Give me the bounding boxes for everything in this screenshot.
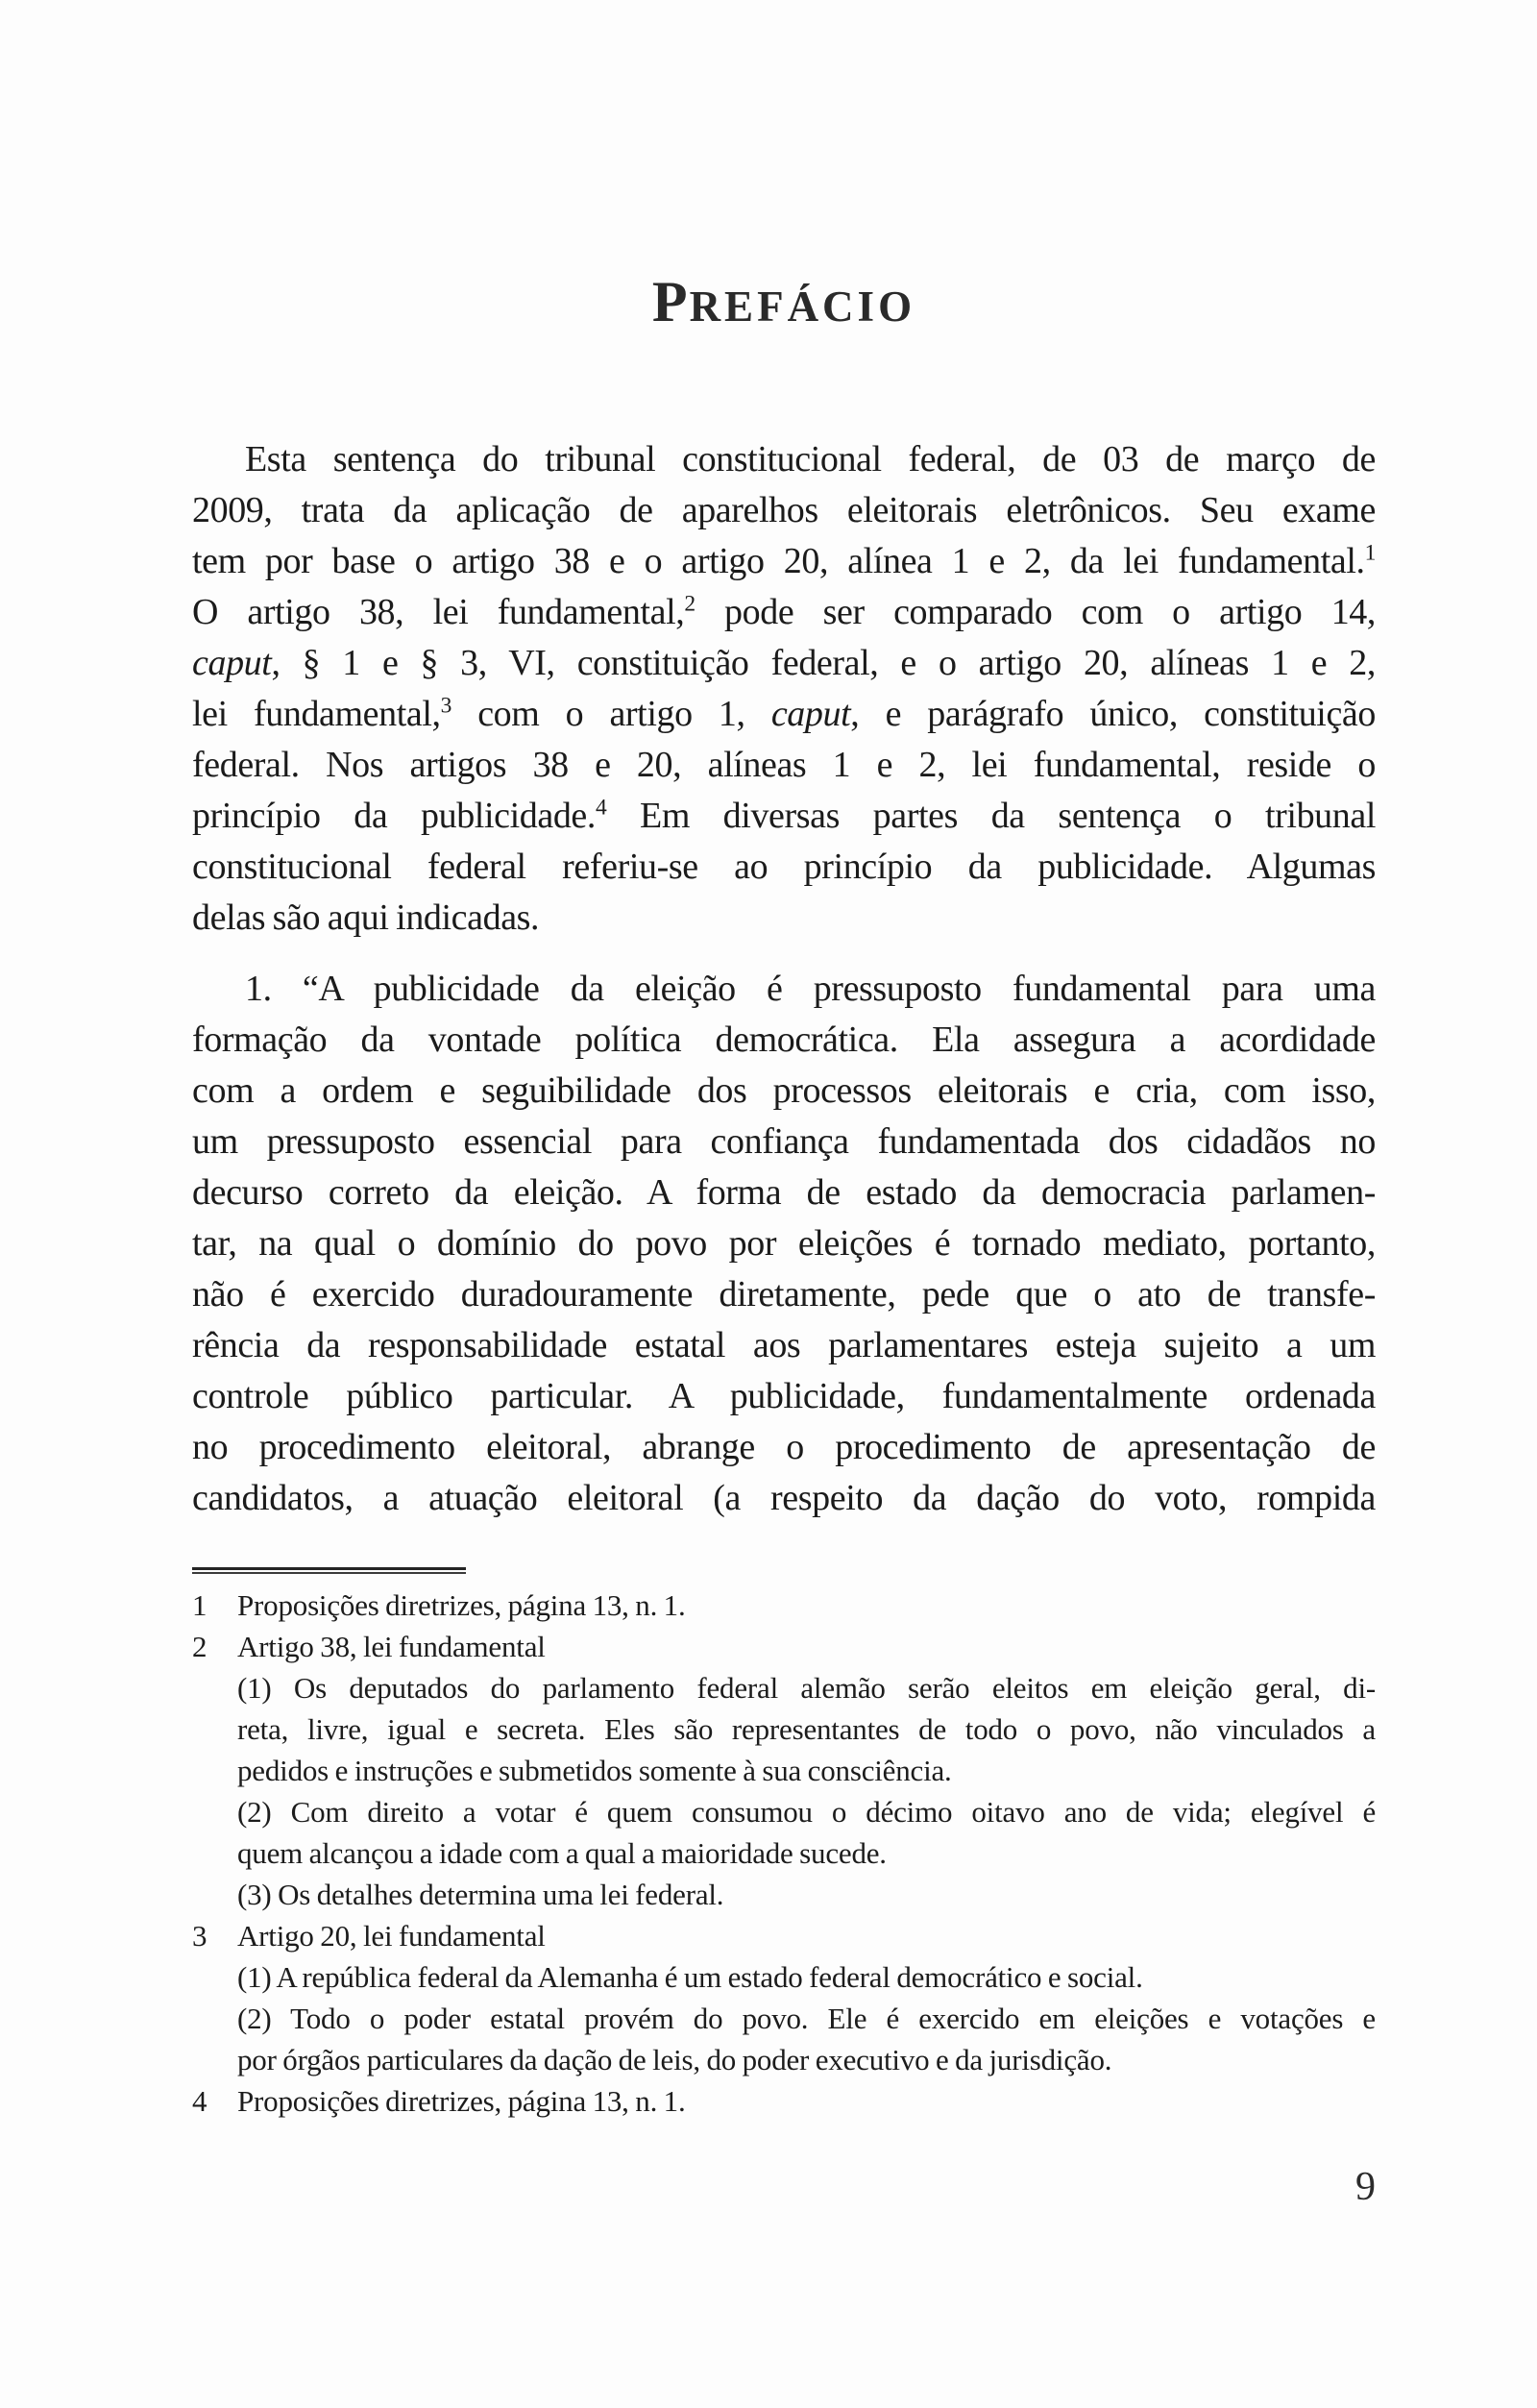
body-line: princípio da publicidade.$^4$ Em diversas partes da sentença o tribunal <box>192 795 1376 836</box>
footnote-line: Proposições diretrizes, página 13, n. 1. <box>237 1588 686 1622</box>
footnote-line: (2) Com direito a votar é quem consumou o décimo oitavo ano de vida; elegível é <box>237 1795 1376 1829</box>
body-line: caput, § 1 e § 3, VI, constituição federal, e o artigo 20, alíneas 1 e 2, <box>192 643 1376 683</box>
body-line: decurso correto da eleição. A forma de estado da democracia parlamen- <box>192 1172 1376 1213</box>
body-line: com a ordem e seguibilidade dos processos eleitorais e cria, com isso, <box>192 1070 1376 1111</box>
body-line: lei fundamental,$^3$ com o artigo 1, caput, e parágrafo único, constituição <box>192 693 1376 734</box>
footnote-reference: 3 <box>440 693 451 719</box>
footnote-number: 1 <box>192 1588 207 1622</box>
footnotes-block <box>192 1585 1376 2122</box>
footnote-line: por órgãos particulares da dação de leis, do poder executivo e da jurisdição. <box>237 2043 1112 2076</box>
footnote-line: (1) A república federal da Alemanha é um estado federal democrático e social. <box>237 1960 1143 1994</box>
body-line: 2009, trata da aplicação de aparelhos eleitorais eletrônicos. Seu exame <box>192 490 1376 530</box>
body-line: no procedimento eleitoral, abrange o procedimento de apresentação de <box>192 1427 1376 1467</box>
body-line: não é exercido duradouramente diretamente, pede que o ato de transfe- <box>192 1274 1376 1315</box>
footnote <box>192 1915 1376 2080</box>
footnote <box>192 1626 1376 1915</box>
footnote-line: Artigo 20, lei fundamental <box>237 1919 546 1953</box>
footnote-separator-rule <box>192 1567 466 1574</box>
body-line: controle público particular. A publicidade, fundamentalmente ordenada <box>192 1376 1376 1416</box>
body-text <box>192 434 1376 1524</box>
footnote-line: reta, livre, igual e secreta. Eles são representantes de todo o povo, não vinculados a <box>237 1712 1376 1746</box>
footnote-line: (1) Os deputados do parlamento federal alemão serão eleitos em eleição geral, di- <box>237 1671 1376 1705</box>
body-line: O artigo 38, lei fundamental,$^2$ pode ser comparado com o artigo 14, <box>192 591 1376 632</box>
title-initial: P <box>651 270 690 333</box>
body-line: tar, na qual o domínio do povo por eleições é tornado mediato, portanto, <box>192 1223 1376 1264</box>
footnote-reference: 1 <box>1364 540 1376 566</box>
footnote <box>192 2080 1376 2122</box>
body-line: candidatos, a atuação eleitoral (a respeito da dação do voto, rompida <box>192 1478 1376 1518</box>
body-line: federal. Nos artigos 38 e 20, alíneas 1 e 2, lei fundamental, reside o <box>192 745 1376 785</box>
body-line: rência da responsabilidade estatal aos parlamentares esteja sujeito a um <box>192 1325 1376 1365</box>
body-line: delas são aqui indicadas. <box>192 897 540 938</box>
page-number: 9 <box>1355 2165 1376 2209</box>
footnote-line: Artigo 38, lei fundamental <box>237 1630 546 1663</box>
footnote-reference: 2 <box>684 591 695 617</box>
footnote-line: quem alcançou a idade com a qual a maioridade sucede. <box>237 1836 887 1870</box>
footnote-line: (3) Os detalhes determina uma lei federal. <box>237 1878 724 1911</box>
body-line: 1. “A publicidade da eleição é pressuposto fundamental para uma <box>245 969 1376 1009</box>
body-line: um pressuposto essencial para confiança fundamentada dos cidadãos no <box>192 1121 1376 1162</box>
title-rest: REFÁCIO <box>689 283 916 331</box>
footnote-number: 2 <box>192 1630 207 1663</box>
paragraph <box>192 964 1376 1524</box>
body-line: tem por base o artigo 38 e o artigo 20, alínea 1 e 2, da lei fundamental.$^1$ <box>192 540 1376 581</box>
footnote-line: Proposições diretrizes, página 13, n. 1. <box>237 2084 686 2118</box>
footnote-line: pedidos e instruções e submetidos somente à sua consciência. <box>237 1754 952 1787</box>
footnote-number: 3 <box>192 1919 207 1953</box>
footnote-line: (2) Todo o poder estatal provém do povo. Ele é exercido em eleições e votações e <box>237 2002 1376 2035</box>
body-line: constitucional federal referiu-se ao princípio da publicidade. Algumas <box>192 847 1376 887</box>
page-title <box>192 269 1376 335</box>
footnote <box>192 1585 1376 1626</box>
body-line: Esta sentença do tribunal constitucional federal, de 03 de março de <box>245 439 1376 479</box>
paragraph <box>192 434 1376 944</box>
footnote-number: 4 <box>192 2084 207 2118</box>
body-line: formação da vontade política democrática. Ela assegura a acordidade <box>192 1020 1376 1060</box>
footnote-reference: 4 <box>595 795 607 821</box>
